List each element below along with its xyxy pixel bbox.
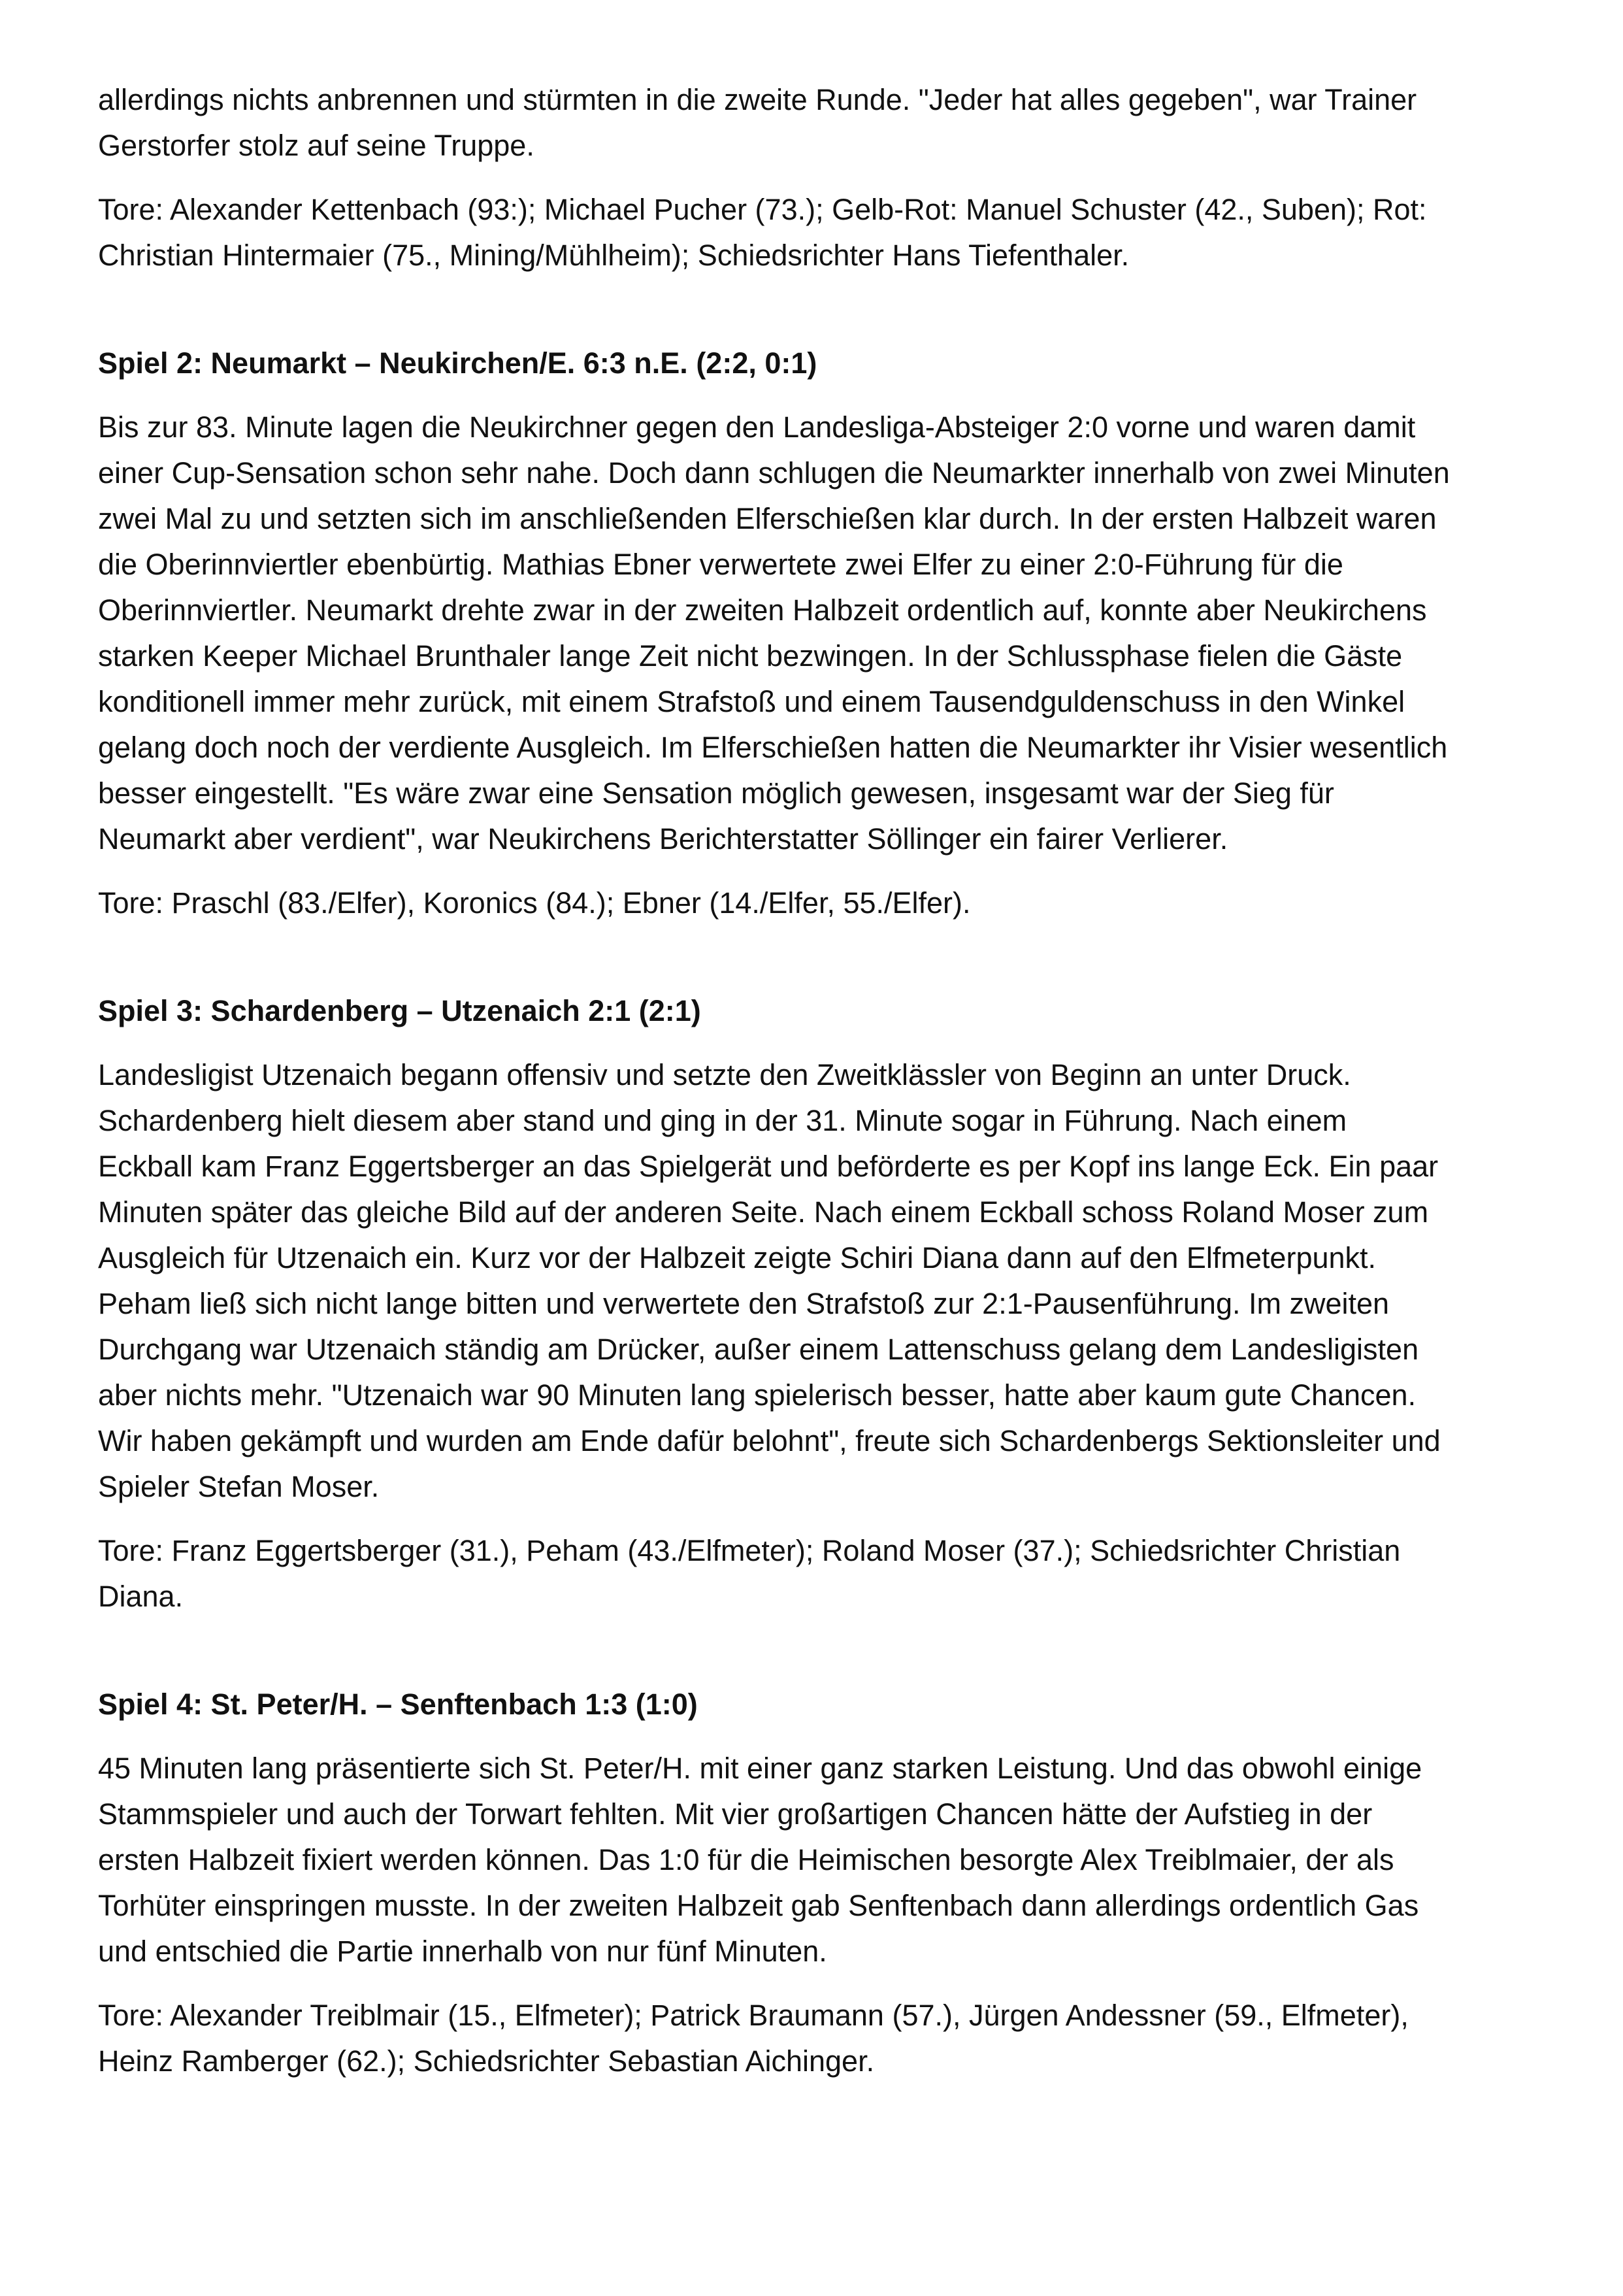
intro-paragraph [98, 77, 1535, 169]
text-line: zwei Mal zu und setzten sich im anschließenden Elferschießen klar durch. In der ersten Halbzeit waren [98, 502, 1437, 535]
text-line: Stammspieler und auch der Torwart fehlten. Mit vier großartigen Chancen hätte der Aufstieg in der [98, 1797, 1373, 1831]
text-line: Heinz Ramberger (62.); Schiedsrichter Sebastian Aichinger. [98, 2044, 875, 2078]
text-line: Landesligist Utzenaich begann offensiv und setzte den Zweitklässler von Beginn an unter Druck. [98, 1058, 1351, 1091]
text-line: Oberinnviertler. Neumarkt drehte zwar in der zweiten Halbzeit ordentlich auf, konnte aber Neukirchens [98, 593, 1427, 627]
text-line: die Oberinnviertler ebenbürtig. Mathias Ebner verwertete zwei Elfer zu einer 2:0-Führung für die [98, 548, 1343, 581]
match-report [98, 1746, 1535, 1974]
match-section-3 [98, 988, 1535, 1620]
intro-goals [98, 187, 1535, 278]
text-line: 45 Minuten lang präsentierte sich St. Peter/H. mit einer ganz starken Leistung. Und das obwohl einige [98, 1752, 1422, 1785]
text-line: ersten Halbzeit fixiert werden können. Das 1:0 für die Heimischen besorgte Alex Treiblmaier, der als [98, 1843, 1394, 1876]
match-title: Spiel 3: Schardenberg – Utzenaich 2:1 (2:1) [98, 994, 701, 1027]
match-report [98, 1052, 1535, 1510]
text-line: Gerstorfer stolz auf seine Truppe. [98, 129, 534, 162]
text-line: aber nichts mehr. "Utzenaich war 90 Minuten lang spielerisch besser, hatte aber kaum gute Chancen. [98, 1378, 1417, 1412]
text-line: Neumarkt aber verdient", war Neukirchens Berichterstatter Söllinger ein fairer Verlierer. [98, 822, 1228, 856]
text-line: konditionell immer mehr zurück, mit einem Strafstoß und einem Tausendguldenschuss in den Winkel [98, 685, 1405, 718]
text-line: Durchgang war Utzenaich ständig am Drücker, außer einem Lattenschuss gelang dem Landesligisten [98, 1333, 1419, 1366]
match-goals [98, 1993, 1535, 2084]
match-section-2 [98, 341, 1535, 926]
text-line: Minuten später das gleiche Bild auf der anderen Seite. Nach einem Eckball schoss Roland Moser zum [98, 1195, 1429, 1229]
text-line: Peham ließ sich nicht lange bitten und verwertete den Strafstoß zur 2:1-Pausenführung. Im zweiten [98, 1287, 1390, 1320]
match-title: Spiel 4: St. Peter/H. – Senftenbach 1:3 (1:0) [98, 1688, 698, 1721]
match-section-4 [98, 1682, 1535, 2084]
text-line: Diana. [98, 1580, 184, 1613]
text-line: einer Cup-Sensation schon sehr nahe. Doch dann schlugen die Neumarkter innerhalb von zwei Minuten [98, 456, 1450, 490]
text-line: besser eingestellt. "Es wäre zwar eine Sensation möglich gewesen, insgesamt war der Sieg für [98, 776, 1334, 810]
text-line: Tore: Alexander Treiblmair (15., Elfmeter); Patrick Braumann (57.), Jürgen Andessner (59., Elfmeter), [98, 1999, 1409, 2032]
text-line: Eckball kam Franz Eggertsberger an das Spielgerät und beförderte es per Kopf ins lange Eck. Ein paar [98, 1150, 1439, 1183]
text-line: gelang doch noch der verdiente Ausgleich. Im Elferschießen hatten die Neumarkter ihr Visier wesentlich [98, 731, 1448, 764]
text-line: Tore: Alexander Kettenbach (93:); Michael Pucher (73.); Gelb-Rot: Manuel Schuster (42., Suben); Rot: [98, 193, 1427, 226]
match-title: Spiel 2: Neumarkt – Neukirchen/E. 6:3 n.E. (2:2, 0:1) [98, 346, 817, 380]
text-line: und entschied die Partie innerhalb von nur fünf Minuten. [98, 1935, 827, 1968]
text-line: Tore: Franz Eggertsberger (31.), Peham (43./Elfmeter); Roland Moser (37.); Schiedsrichter Christian [98, 1534, 1401, 1567]
text-line: Torhüter einspringen musste. In der zweiten Halbzeit gab Senftenbach dann allerdings ordentlich Gas [98, 1889, 1419, 1922]
match-goals [98, 1528, 1535, 1620]
text-line: Ausgleich für Utzenaich ein. Kurz vor der Halbzeit zeigte Schiri Diana dann auf den Elfmeterpunkt. [98, 1241, 1377, 1274]
match-report [98, 405, 1535, 862]
text-line: Schardenberg hielt diesem aber stand und ging in der 31. Minute sogar in Führung. Nach einem [98, 1104, 1347, 1137]
article-body [98, 77, 1535, 2084]
text-line: starken Keeper Michael Brunthaler lange Zeit nicht bezwingen. In der Schlussphase fielen die Gäste [98, 639, 1403, 673]
text-line: Spieler Stefan Moser. [98, 1470, 380, 1503]
text-line: Christian Hintermaier (75., Mining/Mühlheim); Schiedsrichter Hans Tiefenthaler. [98, 239, 1130, 272]
text-line: Tore: Praschl (83./Elfer), Koronics (84.); Ebner (14./Elfer, 55./Elfer). [98, 886, 971, 920]
text-line: Bis zur 83. Minute lagen die Neukirchner gegen den Landesliga-Absteiger 2:0 vorne und waren damit [98, 410, 1416, 444]
text-line: allerdings nichts anbrennen und stürmten in die zweite Runde. "Jeder hat alles gegeben", war Trainer [98, 83, 1417, 116]
match-goals [98, 880, 1535, 926]
text-line: Wir haben gekämpft und wurden am Ende dafür belohnt", freute sich Schardenbergs Sektionsleiter und [98, 1424, 1441, 1457]
